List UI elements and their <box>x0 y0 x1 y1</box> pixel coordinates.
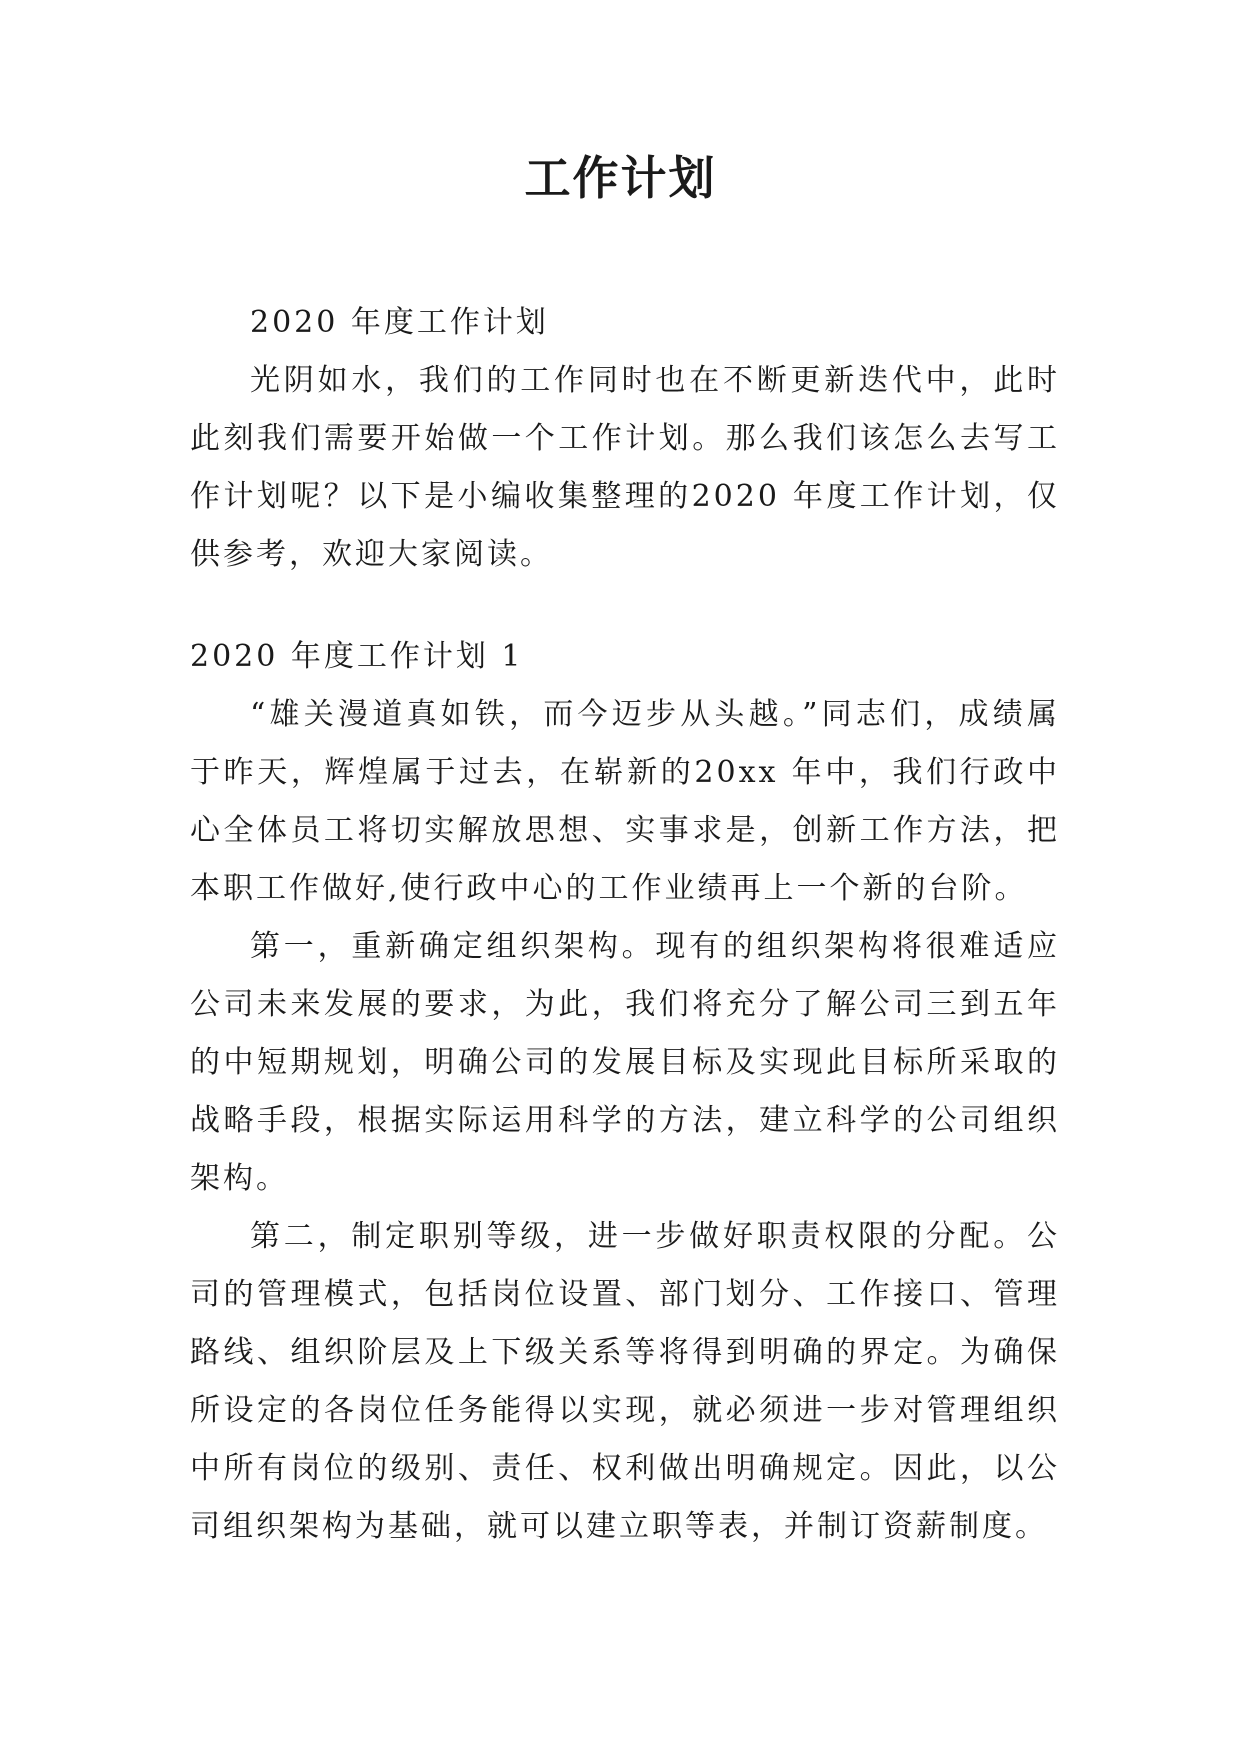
document-title: 工作计划 <box>524 151 717 205</box>
body-paragraph: 第一，重新确定组织架构。现有的组织架构将很难适应公司未来发展的要求，为此，我们将充分了解公司三到五年的中短期规划，明确公司的发展目标及实现此目标所采取的战略手段，根据实际运用科学的方法，建立科学的公司组织架构。 <box>190 929 1060 1196</box>
section-heading: 2020 年度工作计划 1 <box>190 639 524 674</box>
document-subtitle: 2020 年度工作计划 <box>250 305 549 340</box>
body-paragraph: 第二，制定职别等级，进一步做好职责权限的分配。公司的管理模式，包括岗位设置、部门划分、工作接口、管理路线、组织阶层及上下级关系等将得到明确的界定。为确保所设定的各岗位任务能得以实现，就必须进一步对管理组织中所有岗位的级别、责任、权利做出明确规定。因此，以公司组织架构为基础，就可以建立职等表，并制订资薪制度。 <box>190 1219 1060 1544</box>
intro-paragraph: 光阴如水，我们的工作同时也在不断更新迭代中，此时此刻我们需要开始做一个工作计划。那么我们该怎么去写工作计划呢？以下是小编收集整理的2020 年度工作计划，仅供参考，欢迎大家阅读。 <box>190 363 1060 572</box>
document-body <box>190 294 1060 1556</box>
body-paragraph: “雄关漫道真如铁，而今迈步从头越。”同志们，成绩属于昨天，辉煌属于过去，在崭新的20xx 年中，我们行政中心全体员工将切实解放思想、实事求是，创新工作方法，把本职工作做好,使行政中心的工作业绩再上一个新的台阶。 <box>190 697 1060 906</box>
